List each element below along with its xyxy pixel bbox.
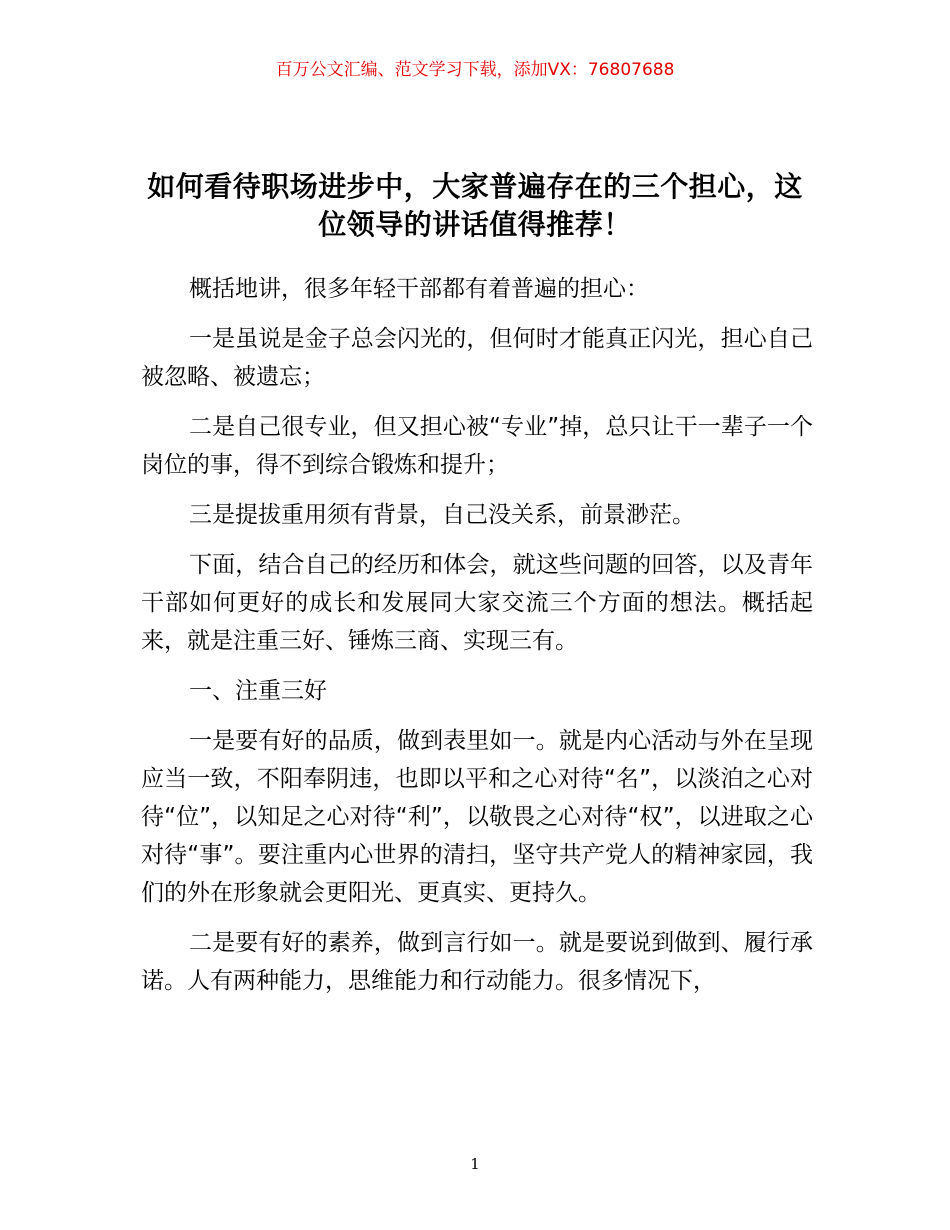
paragraph: 概括地讲，很多年轻干部都有着普遍的担心：	[189, 276, 649, 302]
document-title: 如何看待职场进步中，大家普遍存在的三个担心，这位领导的讲话值得推荐！	[147, 170, 803, 241]
page-number: 1	[470, 1155, 480, 1173]
paragraph: 二是自己很专业，但又担心被“专业”掉，总只让干一辈子一个岗位的事，得不到综合锻炼和提升；	[141, 414, 813, 478]
paragraph: 一是虽说是金子总会闪光的，但何时才能真正闪光，担心自己被忽略、被遗忘；	[141, 326, 813, 390]
section-heading: 一、注重三好	[189, 678, 327, 704]
watermark-header: 百万公文汇编、范文学习下载，添加VX：76807688	[275, 60, 675, 80]
paragraph: 三是提拔重用须有背景，自己没关系，前景渺茫。	[189, 502, 695, 528]
paragraph: 下面，结合自己的经历和体会，就这些问题的回答，以及青年干部如何更好的成长和发展同大家交流三个方面的想法。概括起来，就是注重三好、锤炼三商、实现三有。	[141, 552, 813, 654]
paragraph: 一是要有好的品质，做到表里如一。就是内心活动与外在呈现应当一致，不阳奉阴违，也即以平和之心对待“名”，以淡泊之心对待“位”，以知足之心对待“利”，以敬畏之心对待“权”，以进取之心对待“事”。要注重内心世界的清扫，坚守共产党人的精神家园，我们的外在形象就会更阳光、更真实、更持久。	[141, 728, 813, 906]
paragraph: 二是要有好的素养，做到言行如一。就是要说到做到、履行承诺。人有两种能力，思维能力和行动能力。很多情况下，	[141, 930, 813, 994]
document-body	[141, 270, 813, 1012]
